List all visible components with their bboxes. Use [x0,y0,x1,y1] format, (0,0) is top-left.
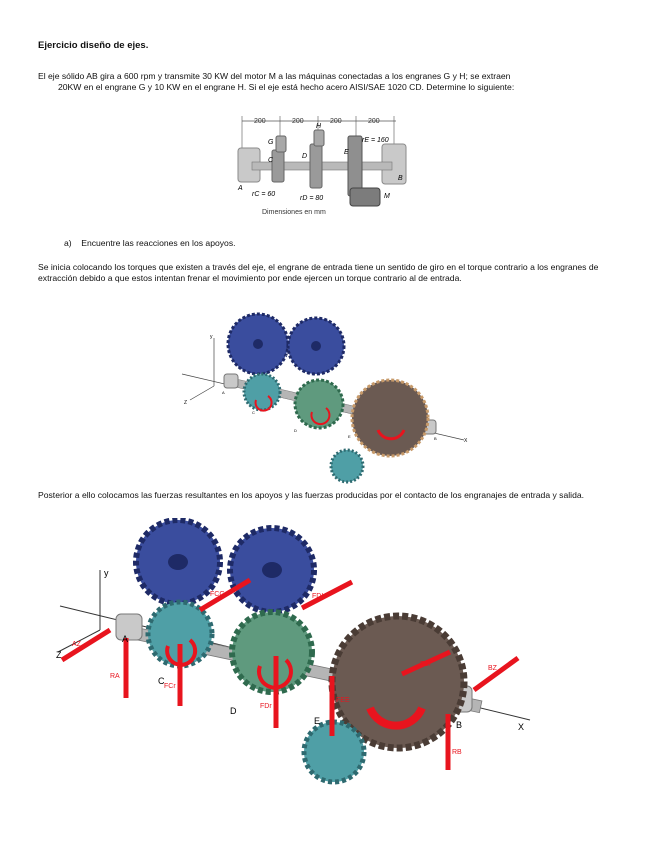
gear-D-3 [232,612,312,692]
dim-label-3: 200 [330,118,342,125]
force-arrow-az [62,630,110,660]
problem-line-2: 20KW en el engrane G y 10 KW en el engrane H. Si el eje está hecho acero AISI/SAE 1020 CD. Determine lo siguiente: [58,82,515,92]
force-label-fee: FEE [336,697,350,704]
axis-x-label-3: X [518,722,525,732]
exercise-title: Ejercicio diseño de ejes. [38,40,149,51]
label-B2: B [434,436,437,441]
force-label-fer: FEr [420,661,432,668]
torque-assembly-figure [172,308,472,488]
label-C2: C [252,410,255,415]
axis-z-label-3: Z [56,650,62,660]
force-label-fdh: FDH [312,593,327,600]
label-H: H [316,123,322,130]
bearing-A-3 [116,614,142,640]
shaft-dimension-figure [232,108,412,220]
question-a-marker: a) [64,238,72,248]
problem-statement [38,71,618,93]
label-E: E [344,149,349,156]
force-label-az: AZ [72,641,81,648]
label-B: B [398,175,403,182]
axis-y-label: y [210,334,213,340]
dim-label-4: 200 [368,118,380,125]
force-label-fdr: FDr [260,703,272,710]
force-label-rb: RB [452,749,462,756]
dim-label-2: 200 [292,118,304,125]
question-a [64,238,236,248]
radius-D-label: rD = 80 [300,195,324,202]
label-D3: D [230,706,237,716]
force-arrow-bz [474,658,518,690]
gear-M [331,450,363,482]
label-A2: A [222,390,225,395]
radius-C-label: rC = 60 [252,191,276,198]
gear-C [244,374,280,410]
label-D: D [302,153,308,160]
question-a-text: Encuentre las reacciones en los apoyos. [81,238,236,248]
label-E3: E [314,716,321,726]
force-label-ra: RA [110,673,120,680]
label-M: M [384,193,390,200]
gear-E [352,380,428,456]
force-label-fcg: FCG [210,591,225,598]
radius-E-label: rE = 160 [362,137,389,144]
label-C: C [268,157,274,164]
label-D2: D [294,428,297,433]
label-A3: A [122,634,129,644]
torque-explanation: Se inicia colocando los torques que existen a través del eje, el engrane de entrada tiene un sentido de giro en el torque contrario a los engranes de extracción debido a que estos intentan frenar el movimiento por ende ejercen un torque contrario al de entrada. [38,262,599,283]
problem-line-1: El eje sólido AB gira a 600 rpm y transmite 30 KW del motor M a las máquinas conectadas a los engranes G y H; se extraen [38,71,511,81]
label-B3: B [456,720,463,730]
label-G: G [268,139,274,146]
dim-label-1: 200 [254,118,266,125]
axis-x-label: X [464,438,468,444]
bearing-A [224,374,238,388]
gear-D [295,380,343,428]
forces-explanation: Posterior a ello colocamos las fuerzas resultantes en los apoyos y las fuerzas producidas por el contacto de los engranajes de entrada y salida. [38,490,585,500]
force-label-bz: BZ [488,665,497,672]
forces-assembly-figure [40,518,540,788]
force-label-fcr: FCr [164,683,176,690]
label-A: A [238,185,243,192]
label-G2: G [285,354,289,359]
label-H2: H [340,360,343,365]
axis-z-label: Z [184,400,188,406]
label-E2: E [348,434,351,439]
label-C3: C [158,676,165,686]
axis-y-label-3: y [104,568,109,578]
figure-caption: Dimensiones en mm [262,209,326,216]
